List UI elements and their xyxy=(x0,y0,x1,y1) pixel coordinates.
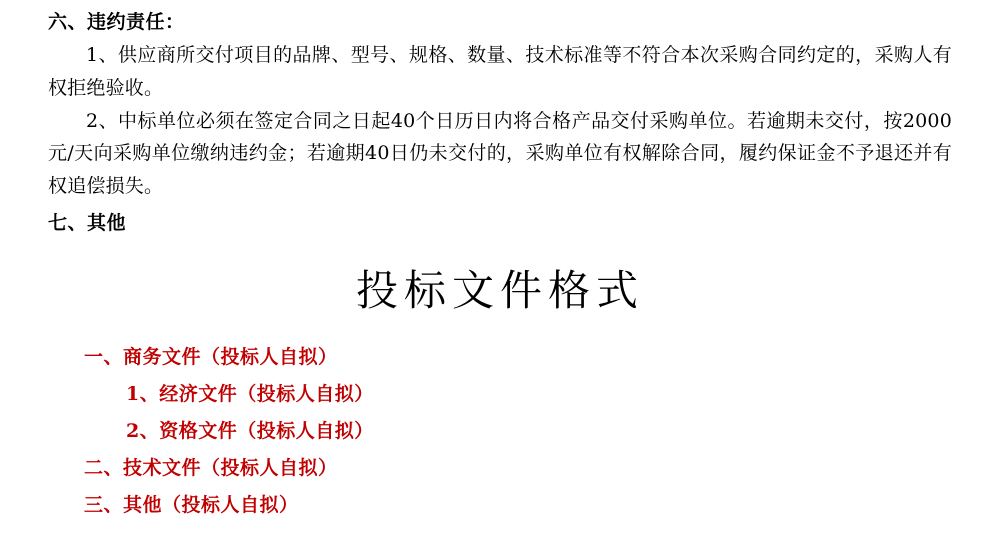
toc-item-business-documents: 一、商务文件（投标人自拟） xyxy=(84,345,338,368)
document-title: 投标文件格式 xyxy=(355,266,644,316)
toc-item-economic-documents: 1、经济文件（投标人自拟） xyxy=(126,382,374,405)
section-heading-liability: 六、违约责任： xyxy=(48,11,185,33)
paragraph-liability-1: 1、供应商所交付项目的品牌、型号、规格、数量、技术标准等不符合本次采购合同约定的，采购人有权拒绝验收。 xyxy=(48,44,952,100)
paragraph-liability-2: 2、中标单位必须在签定合同之日起40个日历日内将合格产品交付采购单位。若逾期未交付，按2000元/天向采购单位缴纳违约金；若逾期40日仍未交付的，采购单位有权解除合同，履约保证金不予退还并有权追偿损失。 xyxy=(48,109,952,198)
section-heading-other: 七、其他 xyxy=(48,211,127,234)
table-of-contents xyxy=(48,339,952,524)
toc-item-qualification-documents: 2、资格文件（投标人自拟） xyxy=(126,419,374,442)
toc-item-other-documents: 三、其他（投标人自拟） xyxy=(84,494,299,517)
toc-item-technical-documents: 二、技术文件（投标人自拟） xyxy=(84,456,338,479)
